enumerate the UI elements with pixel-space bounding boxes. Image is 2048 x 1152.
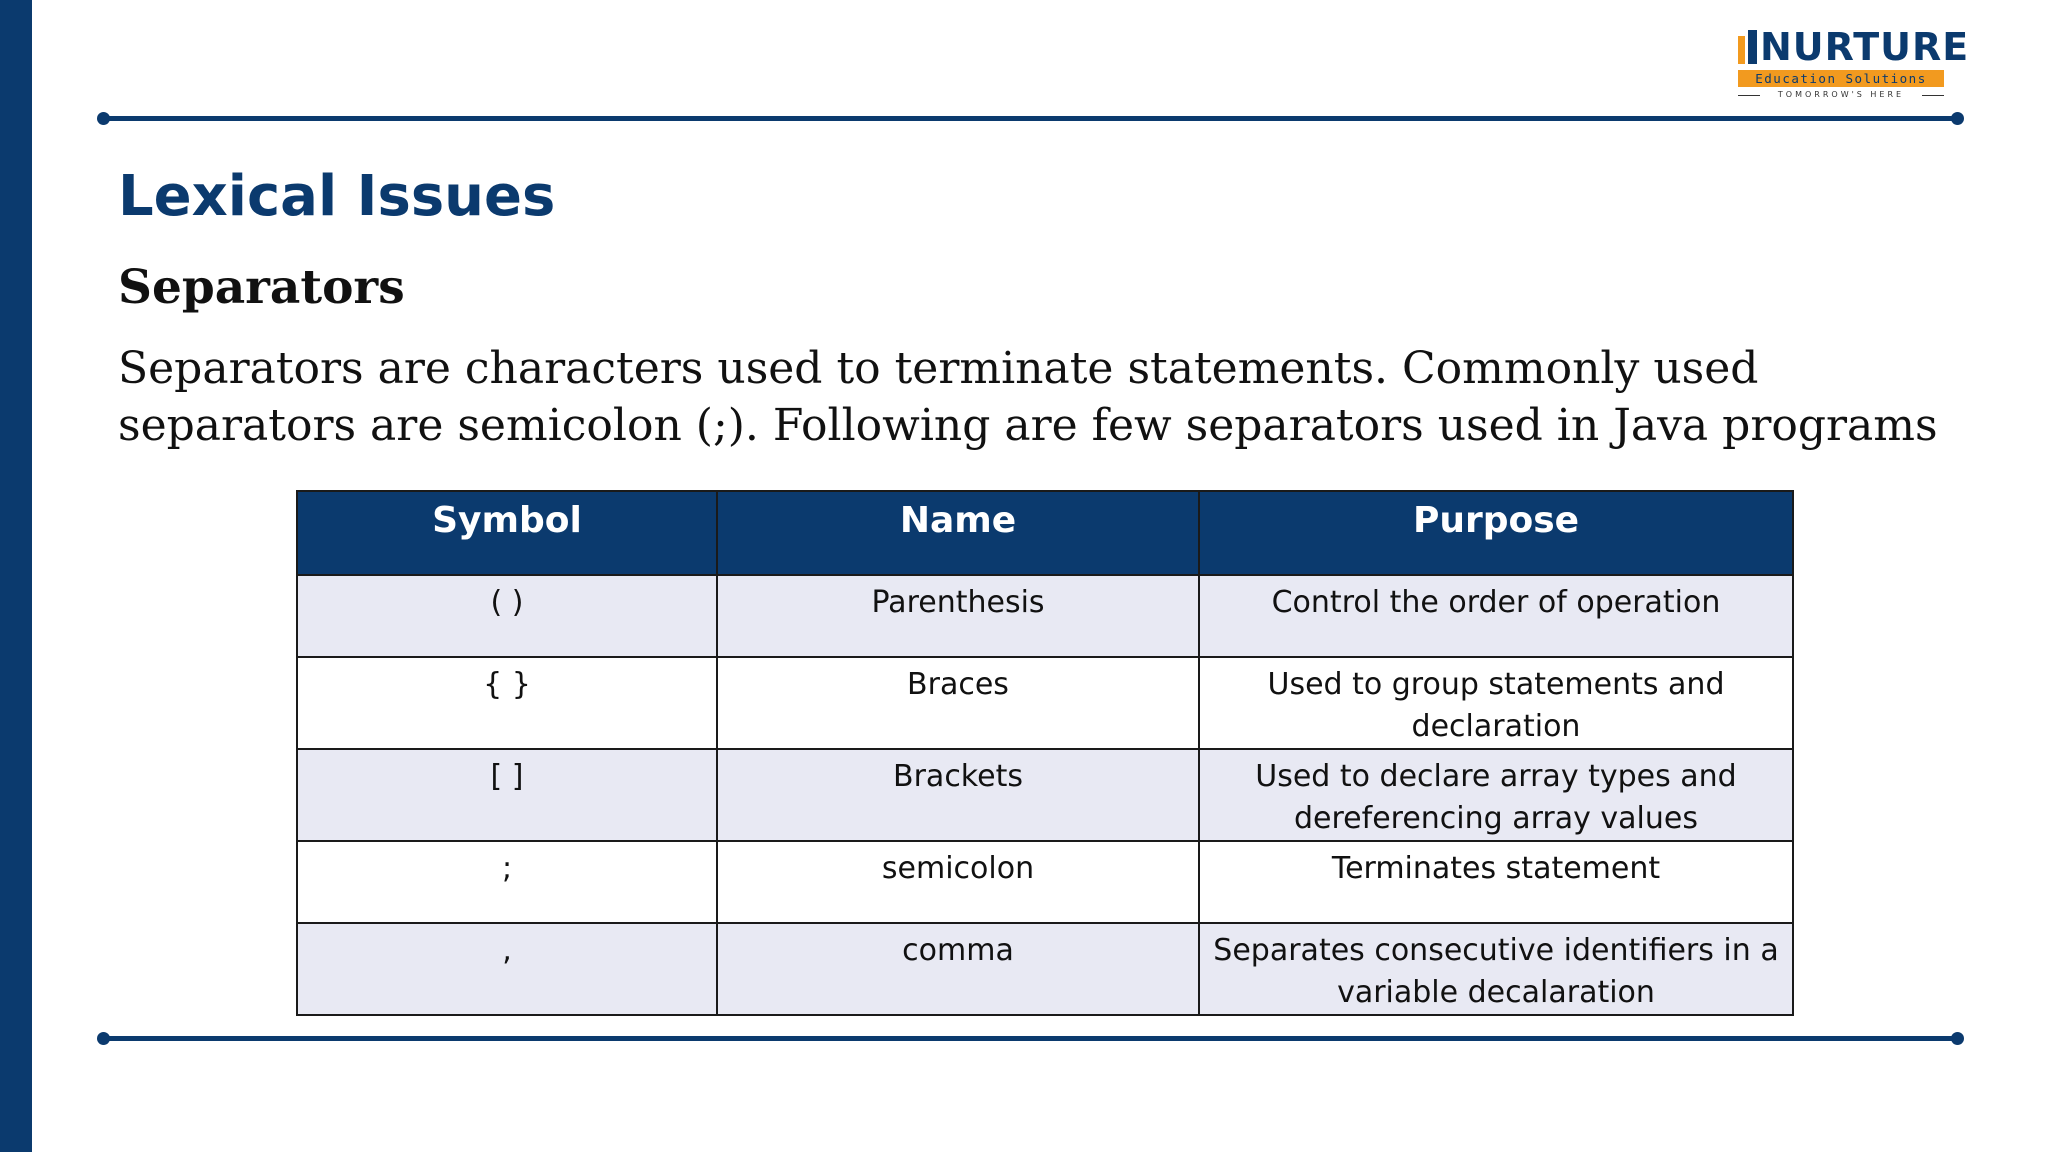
cell-name: semicolon: [717, 841, 1199, 923]
cell-purpose: Separates consecutive identifiers in a variable decalaration: [1199, 923, 1793, 1015]
cell-name: Braces: [717, 657, 1199, 749]
logo-subtitle: Education Solutions: [1738, 70, 1944, 87]
cell-symbol: ,: [297, 923, 717, 1015]
cell-name: Brackets: [717, 749, 1199, 841]
bottom-divider: [103, 1036, 1958, 1041]
header-symbol: Symbol: [297, 491, 717, 575]
table-row: [297, 575, 1793, 657]
cell-purpose: Terminates statement: [1199, 841, 1793, 923]
header-name: Name: [717, 491, 1199, 575]
top-divider: [103, 116, 1958, 121]
cell-symbol: { }: [297, 657, 717, 749]
header-purpose: Purpose: [1199, 491, 1793, 575]
cell-name: Parenthesis: [717, 575, 1199, 657]
divider-dot-right: [1951, 1032, 1964, 1045]
table-row: [297, 749, 1793, 841]
logo-tagline: TOMORROW'S HERE: [1738, 89, 1944, 101]
table-header-row: [297, 491, 1793, 575]
table-row: [297, 841, 1793, 923]
divider-dot-right: [1951, 112, 1964, 125]
divider-dot-left: [97, 112, 110, 125]
cell-name: comma: [717, 923, 1199, 1015]
logo-mark-bar-orange: [1738, 36, 1745, 64]
slide-title: Lexical Issues: [118, 164, 556, 229]
table-row: [297, 657, 1793, 749]
cell-symbol: ( ): [297, 575, 717, 657]
intro-paragraph: Separators are characters used to terminate statements. Commonly used separators are semicolon (;). Following are few separators used in Java programs: [118, 343, 1938, 451]
cell-purpose: Control the order of operation: [1199, 575, 1793, 657]
cell-symbol: ;: [297, 841, 717, 923]
logo-name: NURTURE: [1760, 25, 1970, 69]
table-row: [297, 923, 1793, 1015]
logo-mark-bar-blue: [1748, 30, 1757, 64]
cell-purpose: Used to declare array types and dereferencing array values: [1199, 749, 1793, 841]
cell-purpose: Used to group statements and declaration: [1199, 657, 1793, 749]
left-accent-bar: [0, 0, 32, 1152]
nurture-logo: [1738, 25, 1970, 106]
cell-symbol: [ ]: [297, 749, 717, 841]
divider-dot-left: [97, 1032, 110, 1045]
separators-table: [296, 490, 1794, 1016]
section-heading: Separators: [118, 260, 405, 315]
